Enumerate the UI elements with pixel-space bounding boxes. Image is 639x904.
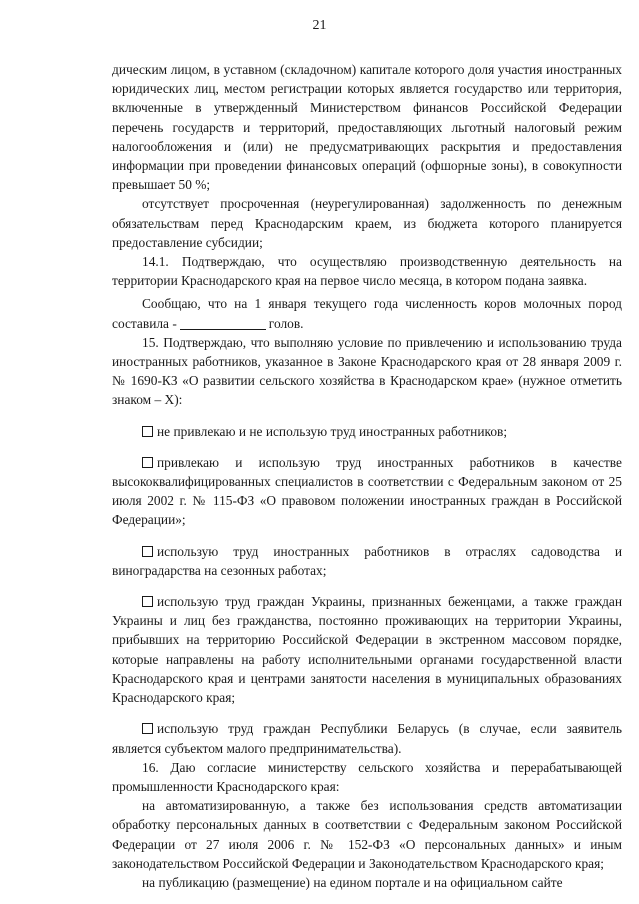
option-highly-qualified (112, 453, 622, 530)
paragraph-personal-data: на автоматизированную, а также без использования средств автоматизации обработку персональных данных в соответствии с Федеральным законом Российской Федерации от 27 июля 2006 г. № 152-ФЗ «О персональных данных» и иным законодательством Российской Федерации и Законодательством Краснодарского края; (112, 798, 622, 871)
paragraph-offshore: дическим лицом, в уставном (складочном) капитале которого доля участия иностранных юридических лиц, местом регистрации которых является государство или территория, включенные в утвержденный Министерством финансов Российской Федерации перечень государств и территорий, предоставляющих льготный налоговый режим налогообложения и (или) не предусматривающих раскрытия и предоставления информации при проведении финансовых операций (офшорные зоны), в совокупности превышает 50 %; (112, 62, 622, 193)
option-label: привлекаю и использую труд иностранных работников в качестве высококвалифицированных специалистов в соответствии с Федеральным законом от 25 июля 2002 г. № 115-ФЗ «О правовом положении иностранных граждан в Российской Федерации»; (112, 454, 622, 528)
paragraph-14-1: 14.1. Подтверждаю, что осуществляю производственную деятельность на территории Краснодарского края на первое число месяца, в котором подана заявка. (112, 254, 622, 289)
checkbox-icon[interactable] (142, 457, 153, 468)
cows-count-text: Сообщаю, что на 1 января текущего года численность коров молочных пород составила - (112, 296, 622, 331)
checkbox-icon[interactable] (142, 596, 153, 607)
option-seasonal-work (112, 542, 622, 580)
paragraph-no-debt: отсутствует просроченная (неурегулированная) задолженность по денежным обязательствам перед Краснодарским краем, из бюджета которого планируется предоставление субсидии; (112, 196, 622, 250)
option-label: не привлекаю и не использую труд иностранных работников; (157, 423, 508, 439)
option-label: использую труд граждан Республики Беларусь (в случае, если заявитель является субъектом малого предпринимательства). (112, 721, 622, 756)
option-label: использую труд иностранных работников в отраслях садоводства и виноградарства на сезонных работах; (112, 543, 622, 578)
paragraph-cows-count (112, 294, 622, 332)
checkbox-icon[interactable] (142, 546, 153, 557)
paragraph-15: 15. Подтверждаю, что выполняю условие по привлечению и использованию труда иностранных работников, указанное в Законе Краснодарского края от 28 января 2009 г. № 1690-КЗ «О развитии сельского хозяйства в Краснодарском крае» (нужное отметить знаком – Х): (112, 334, 622, 408)
paragraph-16: 16. Даю согласие министерству сельского хозяйства и перерабатывающей промышленности Краснодарского края: (112, 759, 622, 794)
page-number: 21 (312, 18, 327, 33)
option-ukraine-citizens (112, 592, 622, 707)
document-body (112, 60, 622, 892)
cows-count-blank[interactable] (180, 317, 266, 330)
option-belarus-citizens (112, 719, 622, 757)
checkbox-icon[interactable] (142, 723, 153, 734)
option-label: использую труд граждан Украины, признанных беженцами, а также граждан Украины и лиц без гражданства, постоянно проживающих на территории Украины, прибывших на территорию Российской Федерации в экстренном массовом порядке, которые направлены на работу исполнительными органами государственной власти Краснодарского края и центрами занятости населения в муниципальных образованиях Краснодарского края; (112, 594, 622, 706)
option-no-foreign-workers (112, 422, 622, 441)
paragraph-publication: на публикацию (размещение) на едином портале и на официальном сайте (142, 874, 563, 890)
checkbox-icon[interactable] (142, 426, 153, 437)
cows-count-unit: голов. (268, 315, 304, 331)
